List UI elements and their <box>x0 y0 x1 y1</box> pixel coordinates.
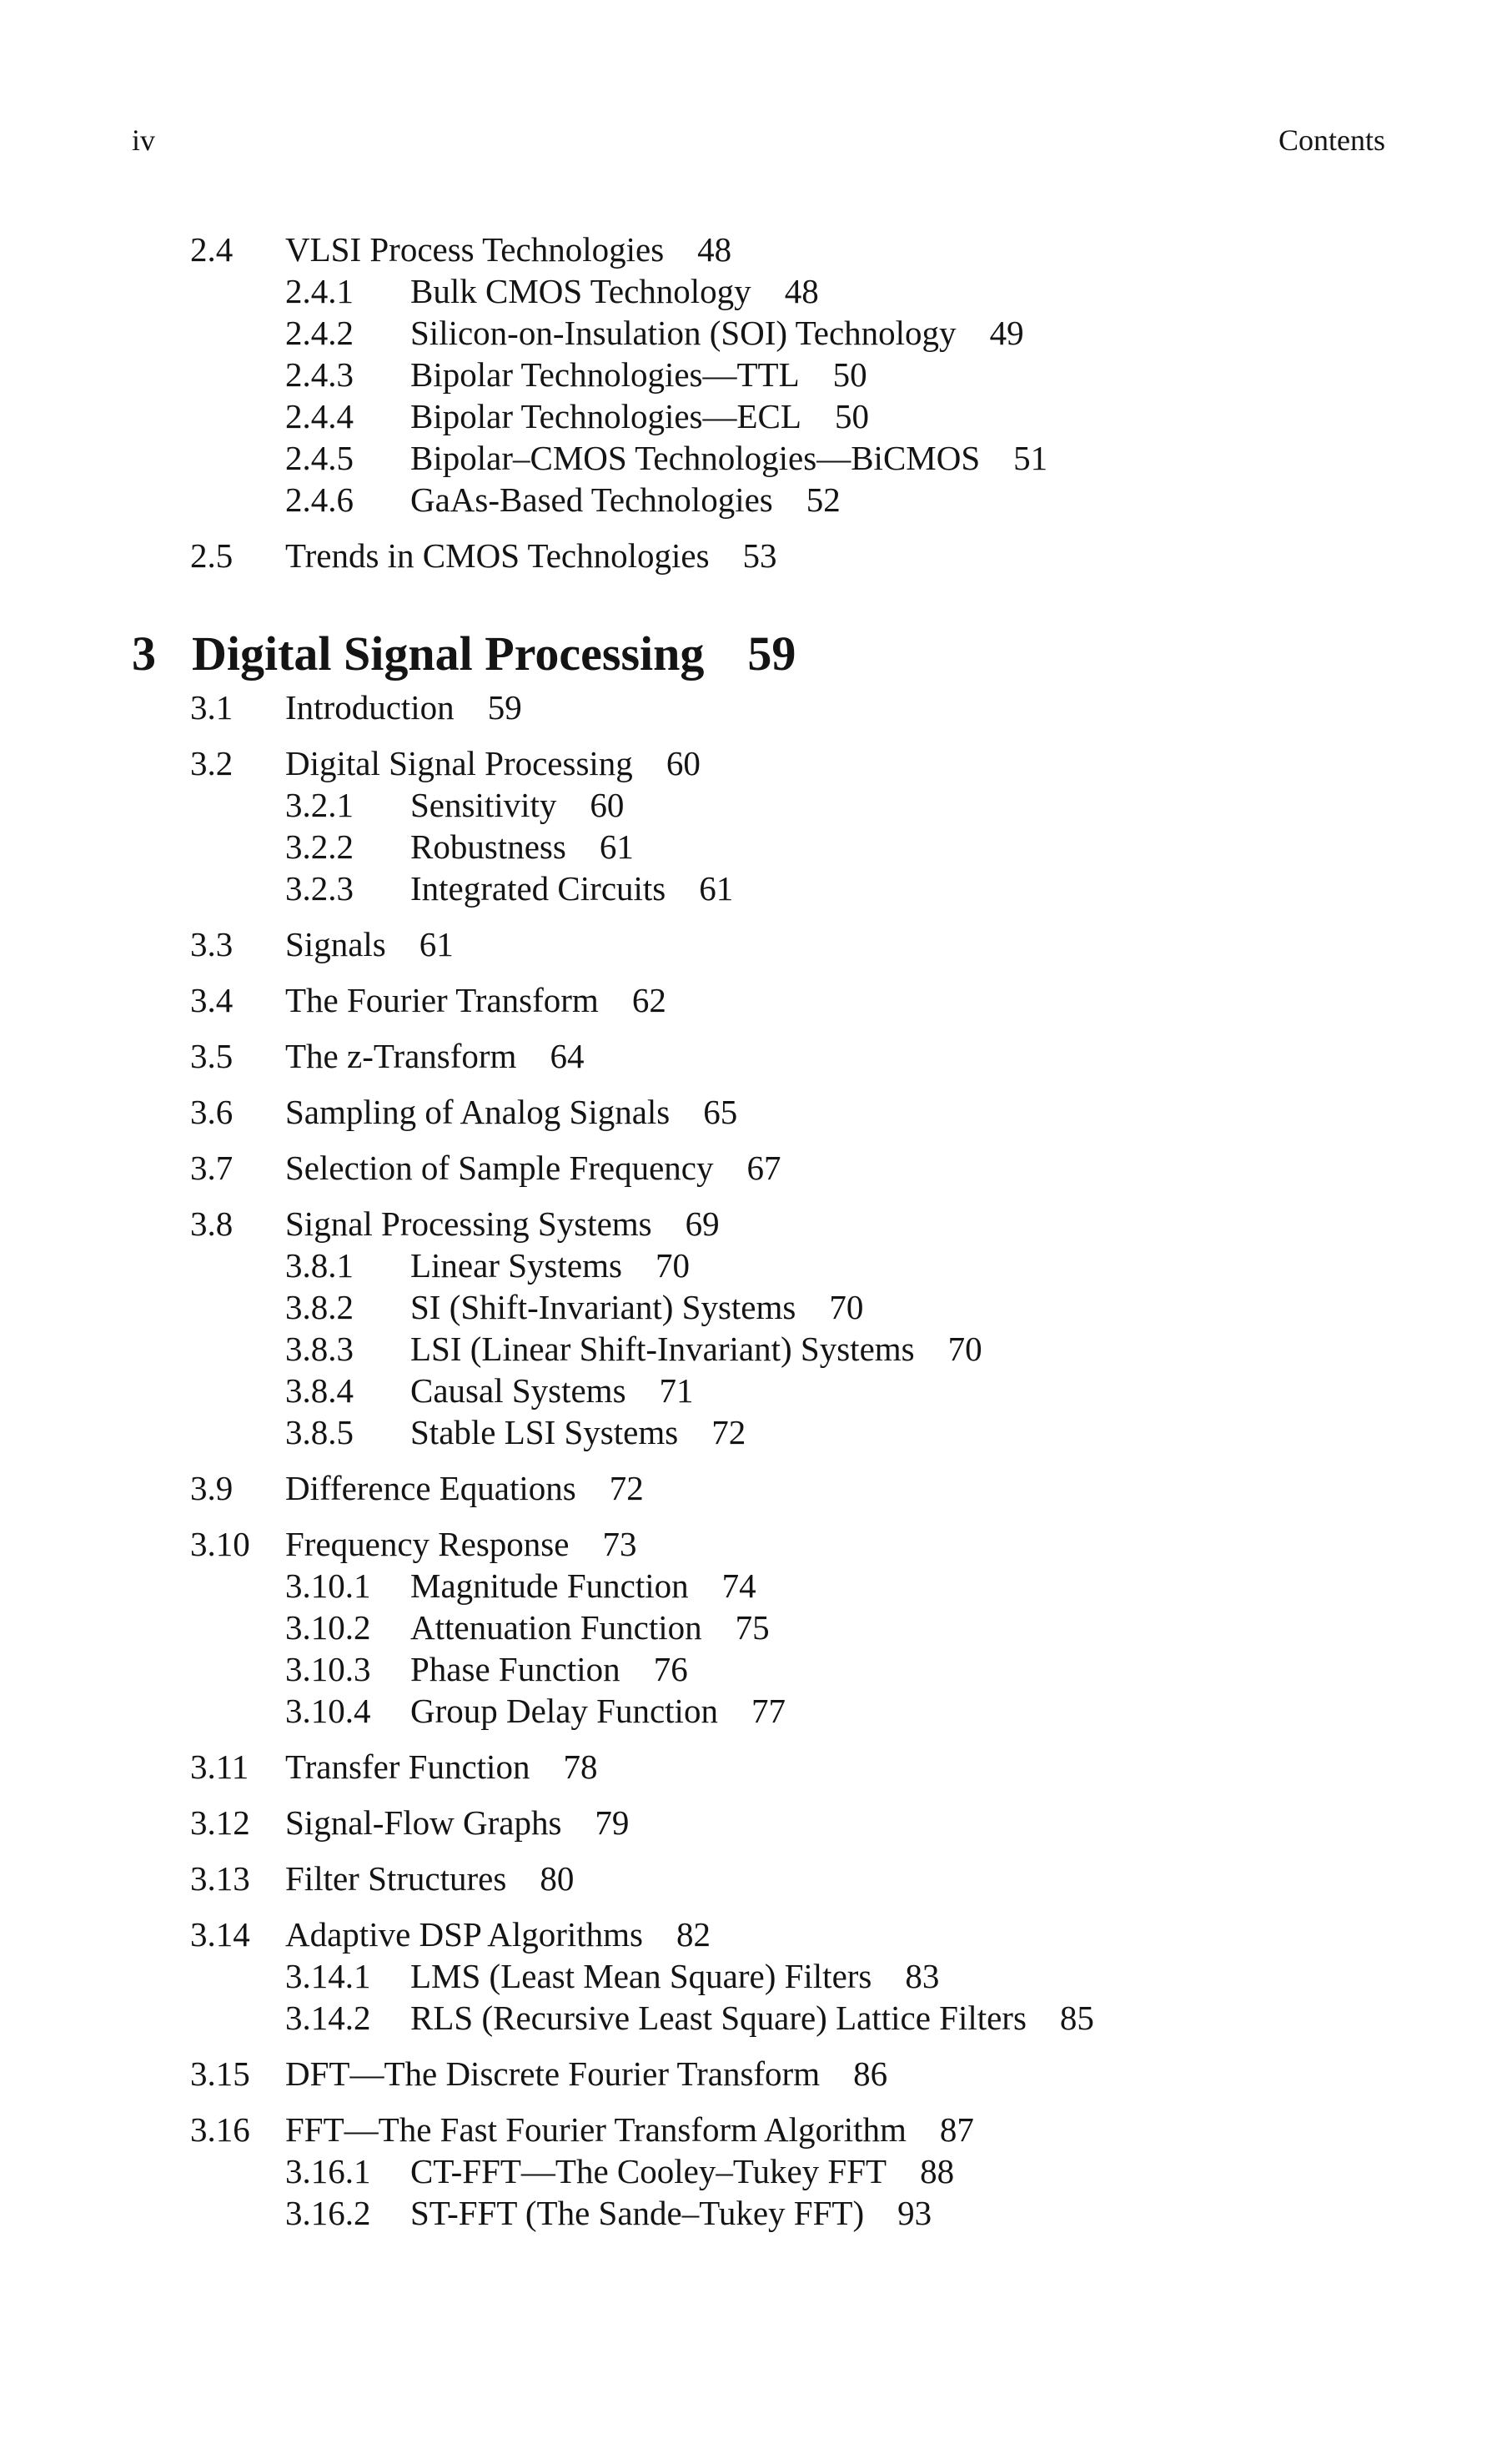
entry-page-number: 60 <box>666 744 701 782</box>
entry-number: 3.10.4 <box>285 1692 371 1730</box>
entry-title <box>285 1803 630 1842</box>
entry-title-text: The Fourier Transform <box>285 981 599 1019</box>
entry-page-number: 53 <box>742 536 777 575</box>
entry-title-text: Sensitivity <box>410 786 557 824</box>
entry-number: 2.4.6 <box>285 480 354 519</box>
entry-title <box>285 1915 711 1954</box>
entry-number: 3.8.1 <box>285 1246 354 1285</box>
entry-title <box>285 1747 598 1786</box>
entry-title <box>285 1527 636 1561</box>
entry-number: 2.4.3 <box>285 355 354 394</box>
entry-title <box>285 1151 781 1185</box>
entry-page-number: 61 <box>419 925 454 963</box>
entry-page-number: 87 <box>939 2110 974 2149</box>
entry-title <box>285 688 522 727</box>
entry-page-number: 60 <box>590 786 625 824</box>
entry-title-text: Linear Systems <box>410 1246 622 1285</box>
page-number: iv <box>132 123 156 157</box>
entry-title <box>285 2110 974 2149</box>
entry-title <box>410 1413 746 1451</box>
entry-title-text: Signal-Flow Graphs <box>285 1803 562 1842</box>
entry-number: 3.14.1 <box>285 1957 371 1995</box>
entry-number: 3.7 <box>190 1149 234 1187</box>
entry-title <box>285 1095 737 1129</box>
entry-page-number: 70 <box>655 1246 690 1285</box>
entry-title-text: Sampling of Analog Signals <box>285 1093 671 1131</box>
entry-title <box>410 2152 955 2190</box>
entry-page-number: 70 <box>947 1330 982 1368</box>
entry-title <box>285 983 666 1018</box>
entry-number: 3.15 <box>190 2054 250 2093</box>
entry-page-number: 76 <box>653 1650 688 1688</box>
entry-number: 3.13 <box>190 1859 250 1898</box>
entry-number: 3.4 <box>190 981 234 1019</box>
entry-page-number: 80 <box>540 1859 575 1898</box>
entry-title-text: LMS (Least Mean Square) Filters <box>410 1957 872 1995</box>
entry-page-number: 93 <box>897 2194 932 2232</box>
entry-title <box>410 1566 756 1605</box>
entry-page-number: 78 <box>563 1747 598 1786</box>
entry-page-number: 86 <box>853 2054 888 2093</box>
entry-title <box>410 1959 939 1994</box>
entry-title-text: RLS (Recursive Least Square) Lattice Filters <box>410 1999 1027 2037</box>
entry-title <box>410 441 1047 475</box>
entry-page-number: 77 <box>751 1692 786 1730</box>
entry-number: 3 <box>132 626 156 681</box>
entry-number: 2.4.2 <box>285 314 354 352</box>
entry-title <box>410 788 624 822</box>
entry-title-text: Digital Signal Processing <box>285 744 633 782</box>
entry-title-text: Difference Equations <box>285 1469 576 1507</box>
entry-title <box>192 626 796 681</box>
entry-number: 3.3 <box>190 925 234 963</box>
entry-title-text: Bipolar Technologies—ECL <box>410 397 801 435</box>
entry-page-number: 82 <box>676 1915 711 1954</box>
entry-number: 3.8 <box>190 1204 234 1243</box>
entry-number: 3.16 <box>190 2110 250 2149</box>
entry-title-text: Phase Function <box>410 1650 620 1688</box>
entry-page-number: 48 <box>784 272 819 310</box>
entry-title <box>285 1471 644 1506</box>
entry-number: 2.4.1 <box>285 272 354 310</box>
entry-number: 3.12 <box>190 1803 250 1842</box>
entry-title-text: Magnitude Function <box>410 1566 689 1605</box>
entry-title-text: Bipolar Technologies—TTL <box>410 355 800 394</box>
entry-title <box>410 274 819 309</box>
entry-title <box>285 925 454 963</box>
entry-number: 3.2.3 <box>285 869 354 908</box>
entry-number: 3.8.2 <box>285 1288 354 1326</box>
entry-title-text: Transfer Function <box>285 1747 530 1786</box>
entry-title-text: Silicon-on-Insulation (SOI) Technology <box>410 314 957 352</box>
entry-page-number: 72 <box>609 1469 644 1507</box>
entry-page-number: 72 <box>711 1413 746 1451</box>
entry-page-number: 71 <box>659 1371 694 1410</box>
entry-title-text: Bulk CMOS Technology <box>410 272 751 310</box>
entry-page-number: 51 <box>1013 439 1048 477</box>
entry-page-number: 48 <box>697 230 732 269</box>
entry-number: 3.10.3 <box>285 1650 371 1688</box>
entry-title <box>410 1694 786 1728</box>
entry-title-text: VLSI Process Technologies <box>285 230 665 269</box>
entry-title-text: DFT—The Discrete Fourier Transform <box>285 2054 821 2093</box>
entry-title <box>410 1652 688 1687</box>
entry-page-number: 88 <box>920 2152 955 2190</box>
entry-number: 2.4 <box>190 230 234 269</box>
entry-page-number: 50 <box>834 397 869 435</box>
entry-number: 3.11 <box>190 1747 249 1786</box>
entry-page-number: 61 <box>599 827 634 866</box>
entry-title <box>410 1290 863 1325</box>
entry-number: 3.14 <box>190 1915 250 1954</box>
entry-title <box>410 397 869 435</box>
entry-number: 3.10 <box>190 1525 250 1563</box>
entry-number: 3.10.1 <box>285 1566 371 1605</box>
running-title: Contents <box>1278 123 1385 157</box>
entry-page-number: 74 <box>721 1566 756 1605</box>
entry-title <box>410 1246 690 1285</box>
entry-title <box>410 1371 694 1410</box>
entry-title-text: GaAs-Based Technologies <box>410 480 773 519</box>
entry-number: 2.4.4 <box>285 397 354 435</box>
entry-title-text: ST-FFT (The Sande–Tukey FFT) <box>410 2194 865 2232</box>
entry-number: 3.2.2 <box>285 827 354 866</box>
entry-title-text: CT-FFT—The Cooley–Tukey FFT <box>410 2152 887 2190</box>
entry-title <box>410 1332 982 1366</box>
entry-page-number: 73 <box>602 1525 637 1563</box>
entry-number: 3.5 <box>190 1037 234 1075</box>
entry-title <box>285 2054 888 2093</box>
entry-page-number: 67 <box>746 1149 781 1187</box>
entry-title-text: Causal Systems <box>410 1371 626 1410</box>
entry-page-number: 49 <box>989 314 1024 352</box>
entry-title-text: Attenuation Function <box>410 1608 702 1647</box>
entry-page-number: 62 <box>631 981 666 1019</box>
entry-number: 3.14.2 <box>285 1999 371 2037</box>
entry-number: 3.1 <box>190 688 234 727</box>
entry-page-number: 70 <box>829 1288 864 1326</box>
entry-title <box>410 869 734 908</box>
entry-title-text: FFT—The Fast Fourier Transform Algorithm <box>285 2110 907 2149</box>
entry-title <box>410 1608 770 1647</box>
entry-number: 3.6 <box>190 1093 234 1131</box>
entry-title-text: Introduction <box>285 688 455 727</box>
entry-title-text: LSI (Linear Shift-Invariant) Systems <box>410 1330 915 1368</box>
entry-title-text: Digital Signal Processing <box>192 626 705 681</box>
entry-title-text: Filter Structures <box>285 1859 507 1898</box>
entry-title <box>410 480 841 519</box>
entry-page-number: 61 <box>699 869 734 908</box>
entry-title <box>410 827 634 866</box>
entry-number: 2.4.5 <box>285 439 354 477</box>
entry-page-number: 69 <box>685 1204 720 1243</box>
entry-number: 3.8.4 <box>285 1371 354 1410</box>
entry-title <box>285 744 701 782</box>
entry-title-text: Selection of Sample Frequency <box>285 1149 714 1187</box>
entry-number: 3.16.2 <box>285 2194 371 2232</box>
entry-page-number: 64 <box>550 1037 585 1075</box>
entry-title <box>410 316 1024 350</box>
entry-title <box>285 536 777 575</box>
entry-page-number: 50 <box>832 355 867 394</box>
entry-title-text: Robustness <box>410 827 566 866</box>
entry-title <box>285 1039 584 1074</box>
entry-number: 3.16.1 <box>285 2152 371 2190</box>
entry-title <box>410 2001 1094 2035</box>
entry-title-text: Adaptive DSP Algorithms <box>285 1915 643 1954</box>
entry-number: 3.2 <box>190 744 234 782</box>
entry-title-text: Trends in CMOS Technologies <box>285 536 710 575</box>
entry-title-text: The z-Transform <box>285 1037 517 1075</box>
entry-title <box>285 230 732 269</box>
entry-number: 3.8.5 <box>285 1413 354 1451</box>
entry-title <box>285 1859 575 1898</box>
entry-number: 3.10.2 <box>285 1608 371 1647</box>
entry-title <box>410 2196 932 2230</box>
entry-page-number: 79 <box>595 1803 630 1842</box>
entry-number: 3.8.3 <box>285 1330 354 1368</box>
entry-title-text: Frequency Response <box>285 1525 570 1563</box>
entry-page-number: 75 <box>735 1608 770 1647</box>
entry-page-number: 59 <box>747 626 796 681</box>
entry-page-number: 59 <box>487 688 522 727</box>
entry-page-number: 83 <box>905 1957 940 1995</box>
entry-title-text: Signals <box>285 925 386 963</box>
entry-page-number: 85 <box>1059 1999 1094 2037</box>
entry-title-text: SI (Shift-Invariant) Systems <box>410 1288 796 1326</box>
entry-title <box>410 355 867 394</box>
entry-number: 3.9 <box>190 1469 234 1507</box>
entry-title-text: Integrated Circuits <box>410 869 666 908</box>
entry-title-text: Bipolar–CMOS Technologies—BiCMOS <box>410 439 981 477</box>
entry-title <box>285 1204 720 1243</box>
entry-page-number: 52 <box>806 480 841 519</box>
entry-title-text: Group Delay Function <box>410 1692 718 1730</box>
entry-title-text: Signal Processing Systems <box>285 1204 652 1243</box>
entry-title-text: Stable LSI Systems <box>410 1413 679 1451</box>
entry-page-number: 65 <box>703 1093 738 1131</box>
entry-number: 2.5 <box>190 536 234 575</box>
entry-number: 3.2.1 <box>285 786 354 824</box>
